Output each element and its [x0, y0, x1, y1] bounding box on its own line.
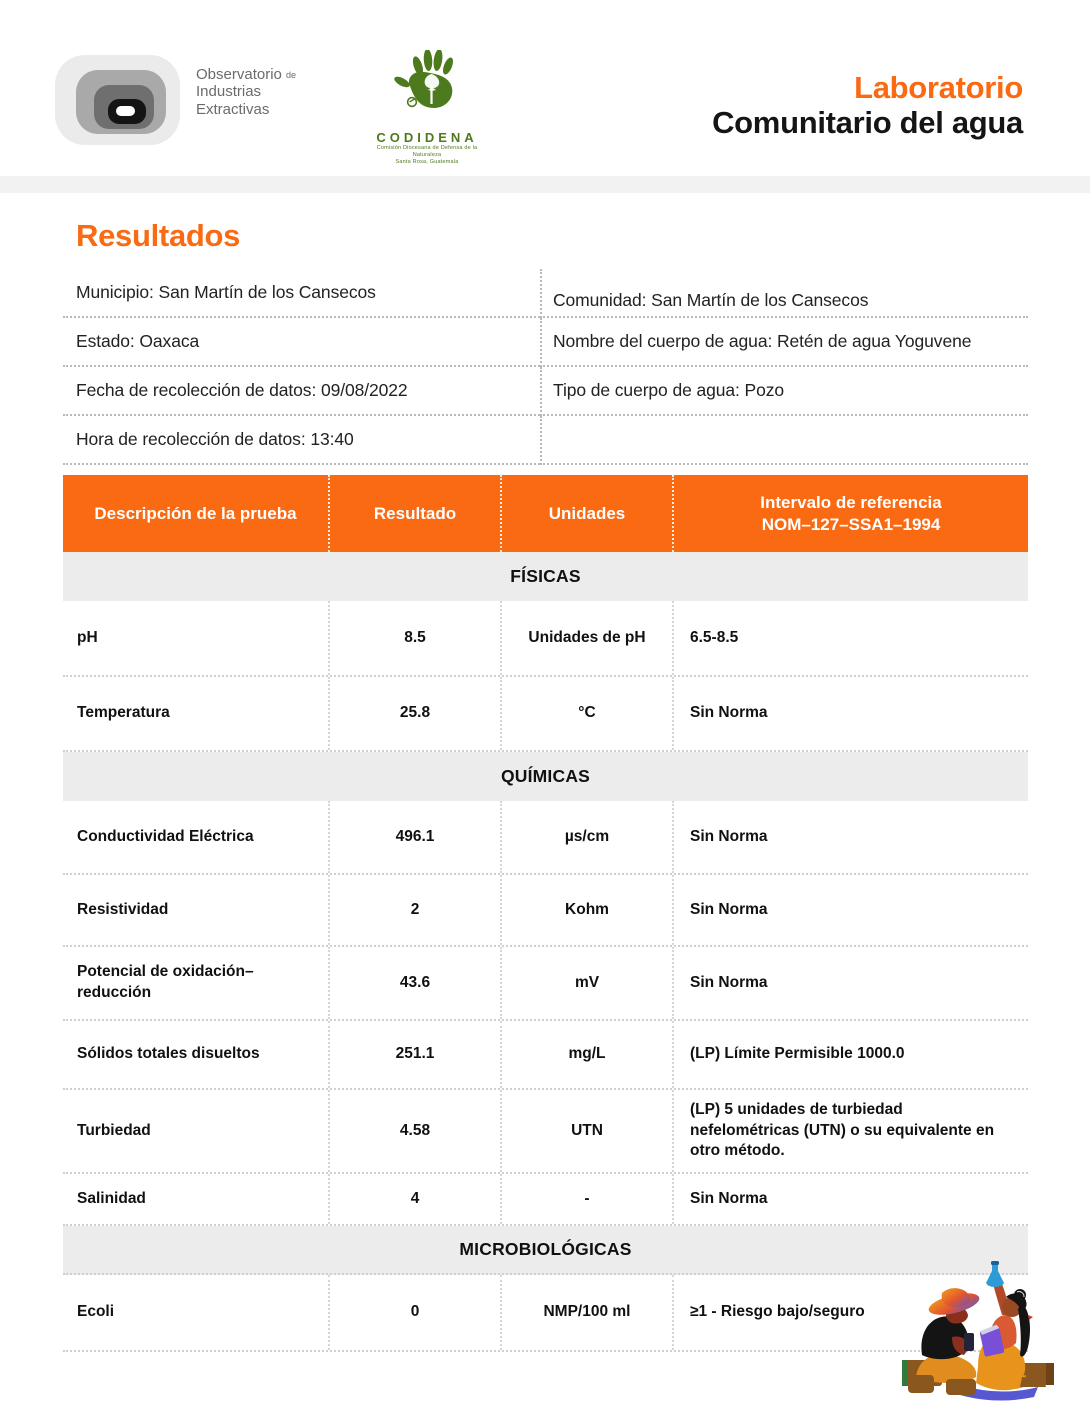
row-label: Turbiedad [77, 1121, 151, 1139]
row-label: Temperatura [77, 704, 170, 722]
section-band-quimicas: QUÍMICAS [63, 752, 1028, 801]
codidena-subtitle-1: Comisión Diocesana de Defensa de la Naturaleza [376, 145, 478, 158]
row-label: Resistividad [77, 900, 169, 918]
codidena-hand-icon [388, 50, 466, 124]
row-reference: Sin Norma [672, 875, 1028, 945]
row-units: UTN [500, 1090, 672, 1172]
row-reference: (LP) 5 unidades de turbiedad nefelométricas (UTN) o su equivalente en otro método. [672, 1090, 1028, 1172]
lab-title-line2: Comunitario del agua [712, 105, 1023, 141]
row-units: - [500, 1174, 672, 1224]
row-result: 2 [328, 875, 500, 945]
report-body [0, 218, 1090, 1352]
results-table [63, 475, 1028, 1352]
table-row-resistividad [63, 875, 1028, 947]
table-row-solidos-totales [63, 1021, 1028, 1090]
table-row-salinidad [63, 1174, 1028, 1226]
info-empty-cell [540, 416, 1028, 465]
results-heading: Resultados [76, 218, 241, 253]
row-units: Kohm [500, 875, 672, 945]
row-result: 251.1 [328, 1021, 500, 1088]
row-label: Potencial de oxidación–reducción [77, 963, 254, 1001]
report-header [0, 0, 1090, 176]
info-municipio: Municipio: San Martín de los Cansecos [63, 269, 540, 318]
row-reference: Sin Norma [672, 677, 1028, 750]
col-header-resultado: Resultado [328, 475, 500, 552]
row-units: mV [500, 947, 672, 1019]
row-units: mg/L [500, 1021, 672, 1088]
info-comunidad: Comunidad: San Martín de los Cansecos [540, 269, 1028, 318]
oie-line1-small: de [286, 70, 297, 80]
row-reference: Sin Norma [672, 1174, 1028, 1224]
observatorio-logo-icon [55, 55, 180, 145]
col-header-intervalo [672, 475, 1028, 552]
table-row-temperatura [63, 677, 1028, 752]
lab-title-line1: Laboratorio [854, 70, 1023, 105]
info-nombre-cuerpo-agua: Nombre del cuerpo de agua: Retén de agua Yoguvene [540, 318, 1028, 367]
row-reference: (LP) Límite Permisible 1000.0 [672, 1021, 1028, 1088]
table-row-ph [63, 601, 1028, 677]
table-header-row [63, 475, 1028, 552]
col-header-intervalo-line1: Intervalo de referencia [760, 493, 942, 513]
row-label: Ecoli [77, 1303, 115, 1321]
sample-info-grid [63, 269, 1028, 465]
row-reference: Sin Norma [672, 801, 1028, 873]
lab-title [712, 70, 1023, 140]
info-hora: Hora de recolección de datos: 13:40 [63, 416, 540, 465]
col-header-intervalo-line2: NOM–127–SSA1–1994 [761, 514, 941, 534]
section-band-microbiologicas: MICROBIOLÓGICAS [63, 1226, 1028, 1275]
row-label: Sólidos totales disueltos [77, 1045, 260, 1063]
info-estado: Estado: Oaxaca [63, 318, 540, 367]
table-row-turbiedad [63, 1090, 1028, 1174]
row-units: µs/cm [500, 801, 672, 873]
oie-line3: Extractivas [196, 100, 270, 118]
row-units: Unidades de pH [500, 601, 672, 675]
observatorio-wordmark [196, 66, 296, 118]
header-divider-bar [0, 176, 1090, 193]
row-reference: Sin Norma [672, 947, 1028, 1019]
info-tipo-cuerpo-agua: Tipo de cuerpo de agua: Pozo [540, 367, 1028, 416]
table-row-ecoli [63, 1275, 1028, 1352]
row-units: °C [500, 677, 672, 750]
row-label: Conductividad Eléctrica [77, 827, 254, 845]
codidena-subtitle-2: Santa Rosa, Guatemala [395, 158, 459, 165]
row-result: 0 [328, 1275, 500, 1350]
codidena-wordmark: CODIDENA [376, 130, 478, 145]
table-row-conductividad [63, 801, 1028, 875]
row-reference: ≥1 - Riesgo bajo/seguro [672, 1275, 1028, 1350]
row-result: 8.5 [328, 601, 500, 675]
col-header-descripcion: Descripción de la prueba [94, 503, 297, 523]
oie-line1: Observatorio [196, 66, 282, 83]
row-result: 496.1 [328, 801, 500, 873]
info-fecha: Fecha de recolección de datos: 09/08/2022 [63, 367, 540, 416]
row-result: 4 [328, 1174, 500, 1224]
oie-line2: Industrias [196, 83, 262, 101]
codidena-logo [362, 50, 492, 166]
col-header-unidades: Unidades [500, 475, 672, 552]
row-result: 43.6 [328, 947, 500, 1019]
row-result: 4.58 [328, 1090, 500, 1172]
row-label: pH [77, 628, 98, 646]
table-row-potencial-oxidacion [63, 947, 1028, 1021]
row-units: NMP/100 ml [500, 1275, 672, 1350]
row-label: Salinidad [77, 1189, 146, 1207]
illustration-people-with-flask [894, 1259, 1062, 1405]
row-reference: 6.5-8.5 [672, 601, 1028, 675]
section-band-fisicas: FÍSICAS [63, 552, 1028, 601]
row-result: 25.8 [328, 677, 500, 750]
